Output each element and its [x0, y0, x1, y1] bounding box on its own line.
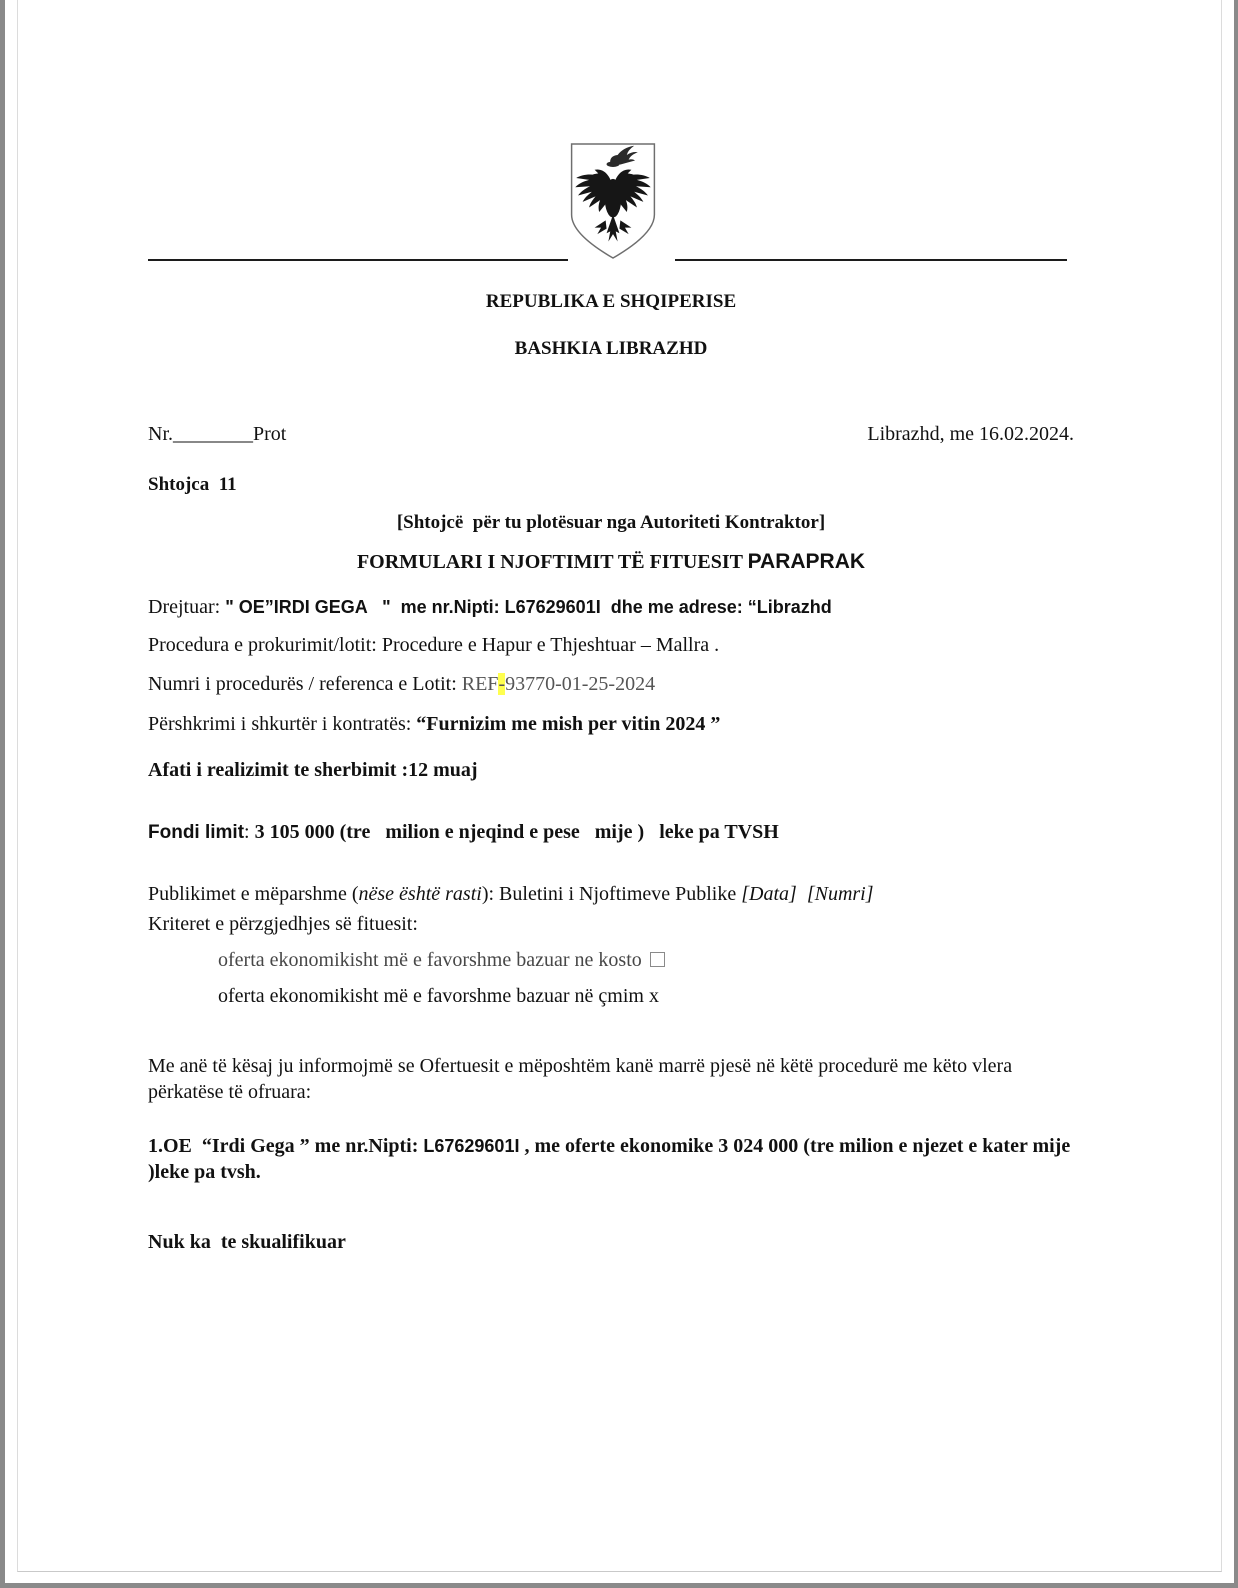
fund-limit-colon: : — [244, 821, 255, 843]
annex-instruction — [148, 510, 1074, 536]
form-title — [148, 549, 1074, 575]
notification-paragraph — [148, 1053, 1074, 1105]
criteria-line — [148, 911, 1074, 937]
fund-limit-line — [148, 819, 1074, 846]
no-disqualified-text: Nuk ka te skualifikuar — [148, 1231, 346, 1253]
procedure-text: Procedura e prokurimit/lotit: Procedure e Hapur e Thjeshtuar – Mallra . — [148, 634, 720, 656]
viewer-edge-left — [0, 0, 5, 1588]
annex-label-text: Shtojca 11 — [148, 474, 237, 495]
reference-prefix: REF — [461, 673, 499, 695]
municipality-title — [148, 336, 1074, 362]
municipality-title-text: BASHKIA LIBRAZHD — [514, 338, 708, 359]
deadline-line — [148, 757, 1074, 783]
bidder-offer-text-1: 1.OE “Irdi Gega ” me nr.Nipti: — [148, 1135, 424, 1157]
contract-description-value: “Furnizim me mish per vitin 2024 ” — [416, 713, 721, 735]
previous-publications-line — [148, 881, 1074, 907]
reference-label: Numri i procedurës / referenca e Lotit: — [148, 673, 462, 695]
criteria-option-cost-text: oferta ekonomikisht më e favorshme bazuar ne kosto — [218, 949, 647, 971]
protocol-date-row — [148, 421, 1074, 447]
addressee-value: " OE”IRDI GEGA " me nr.Nipti: L67629601I dhe me adrese: “Librazhd — [225, 597, 832, 617]
addressee-label: Drejtuar: — [148, 596, 226, 618]
reference-line — [148, 671, 1074, 697]
republic-title — [148, 289, 1074, 315]
criteria-option-cost — [148, 947, 1074, 973]
header-emblem-row — [148, 140, 1074, 265]
header-rule-right — [675, 259, 1067, 261]
publications-italic-2: [Data] [Numri] — [741, 883, 874, 905]
protocol-number-blank: Nr.________Prot — [148, 423, 287, 445]
publications-text-1: Publikimet e mëparshme ( — [148, 883, 359, 905]
annex-label — [148, 472, 1074, 498]
notification-text: Me anë të kësaj ju informojmë se Ofertuesit e mëposhtëm kanë marrë pjesë në këtë procedurë me këto vlera përkatëse të ofruara: — [148, 1055, 1018, 1103]
header-rule-left — [148, 259, 568, 261]
empty-checkbox-icon — [650, 952, 665, 967]
reference-hyphen-highlighted: - — [498, 673, 506, 695]
fund-limit-label: Fondi limit — [148, 822, 245, 843]
reference-number: 93770-01-25-2024 — [505, 673, 656, 695]
document-page — [17, 0, 1222, 1572]
annex-instruction-text: [Shtojcë për tu plotësuar nga Autoriteti Kontraktor] — [396, 512, 826, 533]
viewer-edge-right — [1234, 0, 1238, 1588]
bidder-offer-paragraph — [148, 1133, 1074, 1185]
criteria-option-price — [148, 983, 1074, 1009]
no-disqualified-line — [148, 1229, 1074, 1255]
form-title-suffix: PARAPRAK — [747, 550, 866, 573]
viewer-edge-bottom — [0, 1583, 1238, 1588]
form-title-main: FORMULARI I NJOFTIMIT TË FITUESIT — [356, 551, 748, 573]
contract-description-label: Përshkrimi i shkurtër i kontratës: — [148, 713, 417, 735]
document-content — [18, 140, 1221, 1255]
republic-title-text: REPUBLIKA E SHQIPERISE — [485, 291, 737, 312]
bidder-offer-text-2: , me oferte ekonomike 3 024 000 (tre milion e njezet e kater mije )leke pa tvsh. — [148, 1135, 1076, 1183]
deadline-text: Afati i realizimit te sherbimit :12 muaj — [148, 759, 478, 781]
procedure-line — [148, 632, 1074, 658]
contract-description-line — [148, 711, 1074, 737]
publications-italic-1: nëse është rasti — [358, 883, 482, 905]
albanian-eagle-emblem-icon — [567, 140, 659, 262]
place-date: Librazhd, me 16.02.2024. — [867, 423, 1074, 445]
addressee-line — [148, 594, 1074, 620]
criteria-text: Kriteret e përzgjedhjes së fituesit: — [148, 913, 418, 935]
publications-text-2: ): Buletini i Njoftimeve Publike — [481, 883, 742, 905]
fund-limit-value: 3 105 000 (tre milion e njeqind e pese mije ) leke pa TVSH — [254, 821, 779, 843]
bidder-nipt: L67629601I — [423, 1136, 520, 1156]
criteria-option-price-text: oferta ekonomikisht më e favorshme bazuar në çmim x — [218, 985, 659, 1007]
